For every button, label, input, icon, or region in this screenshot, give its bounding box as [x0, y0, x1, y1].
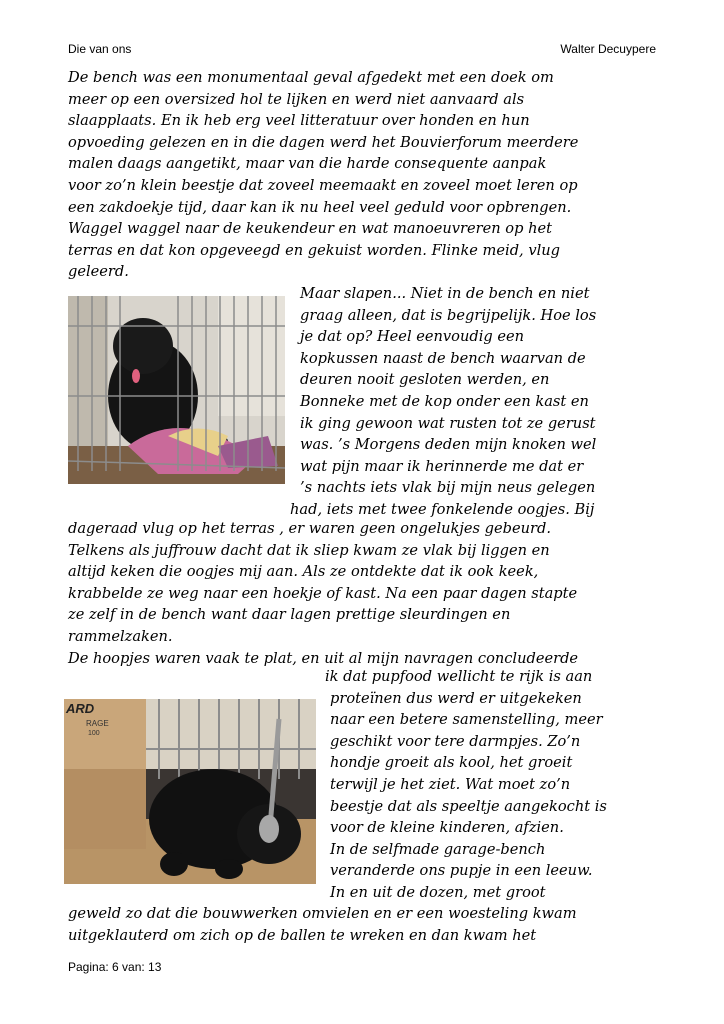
- header-author: Walter Decuypere: [560, 42, 656, 56]
- text-line: voor de kleine kinderen, afzien.: [330, 819, 564, 837]
- paragraph-1: [68, 67, 628, 283]
- text-line: hondje groeit als kool, het groeit: [330, 754, 573, 772]
- page-number: Pagina: 6 van: 13: [68, 960, 162, 974]
- text-line: malen daags aangetikt, maar van die harde consequente aanpak: [68, 155, 547, 173]
- text-line: veranderde ons pupje in een leeuw.: [330, 862, 593, 880]
- text-line: ’s nachts iets vlak bij mijn neus gelegen: [300, 479, 596, 497]
- text-line: slaapplaats. En ik heb erg veel litteratuur over honden en hun: [68, 112, 530, 130]
- text-line: geleerd.: [68, 263, 129, 281]
- text-line: kopkussen naast de bench waarvan de: [300, 349, 586, 367]
- text-line: In en uit de dozen, met groot: [330, 883, 546, 901]
- text-line: was. ’s Morgens deden mijn knoken wel: [300, 436, 597, 454]
- text-line: meer op een oversized hol te lijken en werd niet aanvaard als: [68, 90, 525, 108]
- box-label-2: RAGE: [86, 719, 109, 728]
- text-line: Waggel waggel naar de keukendeur en wat manoeuvreren op het: [68, 220, 552, 238]
- page-footer: [68, 960, 161, 974]
- text-line: je dat op? Heel eenvoudig een: [300, 328, 525, 346]
- puppy-in-bench-photo: [68, 296, 285, 484]
- text-line: beestje dat als speeltje aangekocht is: [330, 797, 607, 815]
- page-header: [68, 42, 656, 60]
- box-label-1: ARD: [66, 701, 95, 716]
- text-line: ik ging gewoon wat rusten tot ze gerust: [300, 414, 596, 432]
- text-line: altijd keken die oogjes mij aan. Als ze ontdekte dat ik ook keek,: [68, 563, 539, 581]
- text-line: Bonneke met de kop onder een kast en: [300, 392, 589, 410]
- text-line: De bench was een monumentaal geval afgedekt met een doek om: [68, 69, 554, 86]
- text-line: rammelzaken.: [68, 627, 173, 645]
- text-line: dageraad vlug op het terras , er waren geen ongelukjes gebeurd.: [68, 520, 551, 537]
- puppy-garage-bench-photo: [64, 699, 316, 884]
- text-line: naar een betere samenstelling, meer: [330, 711, 603, 729]
- text-line: terwijl je het ziet. Wat moet zo’n: [330, 775, 571, 793]
- text-line: deuren nooit gesloten werden, en: [300, 371, 550, 389]
- text-line: proteïnen dus werd er uitgekeken: [330, 689, 582, 707]
- text-line: had, iets met twee fonkelende oogjes. Bij: [290, 500, 595, 518]
- text-line: opvoeding gelezen en in die dagen werd het Bouvierforum meerdere: [68, 133, 579, 151]
- text-line: wat pijn maar ik herinnerde me dat er: [300, 457, 584, 475]
- paragraph-2-side: [290, 283, 630, 521]
- header-title: Die van ons: [68, 42, 132, 56]
- text-line: krabbelde ze weg naar een hoekje of kast. Na een paar dagen stapte: [68, 584, 578, 602]
- text-line: voor zo’n klein beestje dat zoveel meemaakt en zoveel moet leren op: [68, 176, 578, 194]
- text-line: In de selfmade garage-bench: [330, 840, 546, 858]
- text-line: geweld zo dat die bouwwerken omvielen en er een woesteling kwam: [68, 905, 577, 922]
- text-line: Maar slapen... Niet in de bench en niet: [300, 285, 590, 302]
- text-line: Telkens als juffrouw dacht dat ik sliep kwam ze vlak bij liggen en: [68, 541, 550, 559]
- paragraph-3-side: [325, 666, 630, 904]
- paragraph-3-full: [68, 903, 628, 946]
- text-line: een zakdoekje tijd, daar kan ik nu heel veel geduld voor opbrengen.: [68, 198, 572, 216]
- text-line: geschikt voor tere darmpjes. Zo’n: [330, 732, 581, 750]
- text-line: De hoopjes waren vaak te plat, en uit al mijn navragen concludeerde: [68, 649, 579, 667]
- text-line: uitgeklauterd om zich op de ballen te wreken en dan kwam het: [68, 926, 537, 944]
- text-line: ik dat pupfood wellicht te rijk is aan: [325, 668, 593, 685]
- paragraph-2-full: [68, 518, 628, 669]
- box-label-3: 100: [88, 730, 100, 737]
- text-line: terras en dat kon opgeveegd en gekuist worden. Flinke meid, vlug: [68, 241, 560, 259]
- text-line: graag alleen, dat is begrijpelijk. Hoe los: [300, 306, 597, 324]
- text-line: ze zelf in de bench want daar lagen prettige sleurdingen en: [68, 606, 511, 624]
